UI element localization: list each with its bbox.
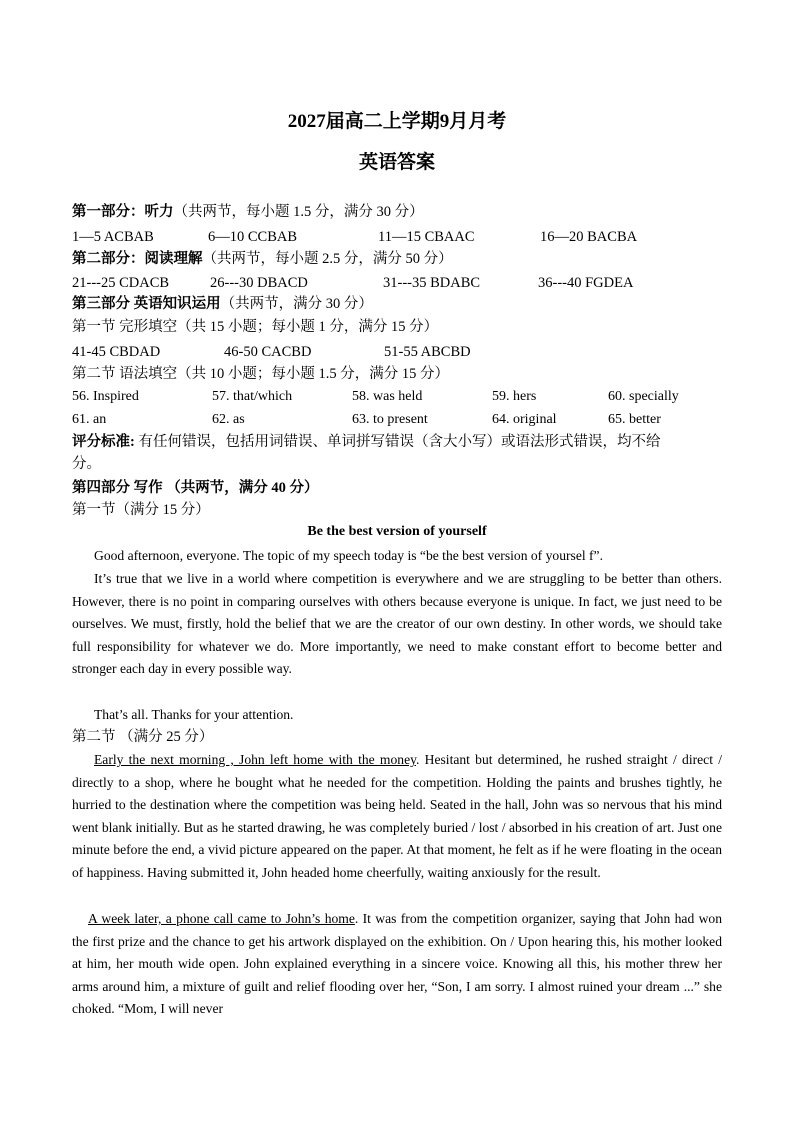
grammar-answer: 60. specially	[608, 389, 679, 404]
continuation-paragraph	[72, 908, 722, 1021]
part4-section1-title: 第一节（满分 15 分）	[72, 502, 210, 518]
essay-title: Be the best version of yourself	[307, 524, 487, 539]
answer-group: 11—15 CBAAC	[378, 229, 475, 245]
part1-heading-line	[72, 201, 722, 223]
scoring-criteria-cont: 分。	[72, 456, 101, 472]
grammar-answer: 61. an	[72, 412, 107, 427]
part2-answers	[72, 272, 722, 294]
given-opening-sentence: A week later, a phone call came to John’s home	[88, 911, 355, 926]
grammar-answer: 56. Inspired	[72, 389, 139, 404]
part2-heading: 第二部分：阅读理解	[72, 251, 203, 267]
given-opening-sentence: Early the next morning , John left home with the money	[94, 752, 417, 767]
part3-heading-line	[72, 293, 722, 315]
essay-paragraph: That’s all. Thanks for your attention.	[94, 707, 294, 722]
criteria-label: 评分标准	[72, 434, 130, 450]
part3-section2-row1	[72, 386, 722, 408]
criteria-text: 有任何错误，包括用词错误、单词拼写错误（含大小写）或语法形式错误，均不给	[138, 434, 661, 450]
grammar-answer: 57. that/which	[212, 389, 293, 404]
part2-note: （共两节，每小题 2.5 分，满分 50 分）	[202, 251, 453, 267]
answer-group: 26---30 DBACD	[210, 275, 308, 291]
part4-section2-title: 第二节 （满分 25 分）	[72, 729, 214, 745]
part1-note: （共两节，每小题 1.5 分，满分 30 分）	[173, 204, 424, 220]
page-title: 2027届高二上学期9月月考	[287, 111, 507, 132]
answer-group: 36---40 FGDEA	[538, 275, 634, 291]
continuation-text: . Hesitant but determined, he rushed straight / direct / directly to a shop, where he bought what he needed for the competition. Holding the paints and brushes tightly, he hurried to the destination where the competition was being held. Seated in the hall, John was so nervous that his mind went blank initially. But as he started drawing, he was completely buried / lost / absorbed in his creation of art. Just one minute before the end, a vivid picture appeared on the paper. At that moment, he felt as if he were floating in the ocean of happiness. Having submitted it, John headed home cheerfully, waiting anxiously for the result.	[72, 752, 722, 880]
grammar-answer: 64. original	[492, 412, 557, 427]
answer-group: 46-50 CACBD	[224, 344, 312, 360]
part3-section1-answers	[72, 341, 722, 363]
part4-heading: 第四部分 写作 （共两节，满分 40 分）	[72, 480, 319, 496]
part3-note: （共两节，满分 30 分）	[220, 296, 373, 312]
scoring-criteria: 评分标准: 有任何错误，包括用词错误、单词拼写错误（含大小写）或语法形式错误，均不给	[72, 434, 661, 450]
grammar-answer: 62. as	[212, 412, 245, 427]
answer-group: 6—10 CCBAB	[208, 229, 298, 245]
part1-heading: 第一部分：听力	[72, 204, 174, 220]
answer-group: 16—20 BACBA	[540, 229, 638, 245]
answer-group: 41-45 CBDAD	[72, 344, 161, 360]
part3-heading: 第三部分 英语知识运用	[72, 296, 221, 312]
essay-paragraph: It’s true that we live in a world where competition is everywhere and we are struggling to be better than others. However, there is no point in comparing ourselves with others because everyone is unique. In fact, we just need to be ourselves. We must, firstly, hold the belief that we are the creator of our own destiny. In other words, we should take full responsibility for whatever we do. More importantly, we need to make constant effort to become better and stronger each day in every possible way.	[72, 571, 722, 677]
essay-paragraph: Good afternoon, everyone. The topic of my speech today is “be the best version of yoursel f”.	[94, 548, 603, 563]
part3-section1-title: 第一节 完形填空（共 15 小题；每小题 1 分，满分 15 分）	[72, 319, 439, 335]
grammar-answer: 58. was held	[352, 389, 423, 404]
grammar-answer: 65. better	[608, 412, 661, 427]
grammar-answer: 63. to present	[352, 412, 428, 427]
answer-group: 51-55 ABCBD	[384, 344, 471, 360]
answer-group: 1—5 ACBAB	[72, 229, 154, 245]
answer-group: 31---35 BDABC	[383, 275, 481, 291]
continuation-paragraph	[72, 749, 722, 907]
answer-group: 21---25 CDACB	[72, 275, 170, 291]
part3-section2-row2	[72, 409, 722, 431]
part1-answers	[72, 226, 722, 248]
continuation-text: . It was from the competition organizer, saying that John had won the first prize and the chance to get his artwork displayed on the exhibition. On / Upon hearing this, his mother looked at him, her mouth wide open. John explained everything in a sincere voice. Knowing all this, his mother threw her arms around him, a mixture of guilt and relief flooding over her, “Son, I am sorry. I almost ruined your dream ...” she choked. “Mom, I will never	[72, 911, 722, 1017]
page-subtitle: 英语答案	[358, 152, 435, 173]
grammar-answer: 59. hers	[492, 389, 537, 404]
part2-heading-line	[72, 248, 722, 270]
part3-section2-title: 第二节 语法填空（共 10 小题；每小题 1.5 分，满分 15 分）	[72, 366, 449, 382]
